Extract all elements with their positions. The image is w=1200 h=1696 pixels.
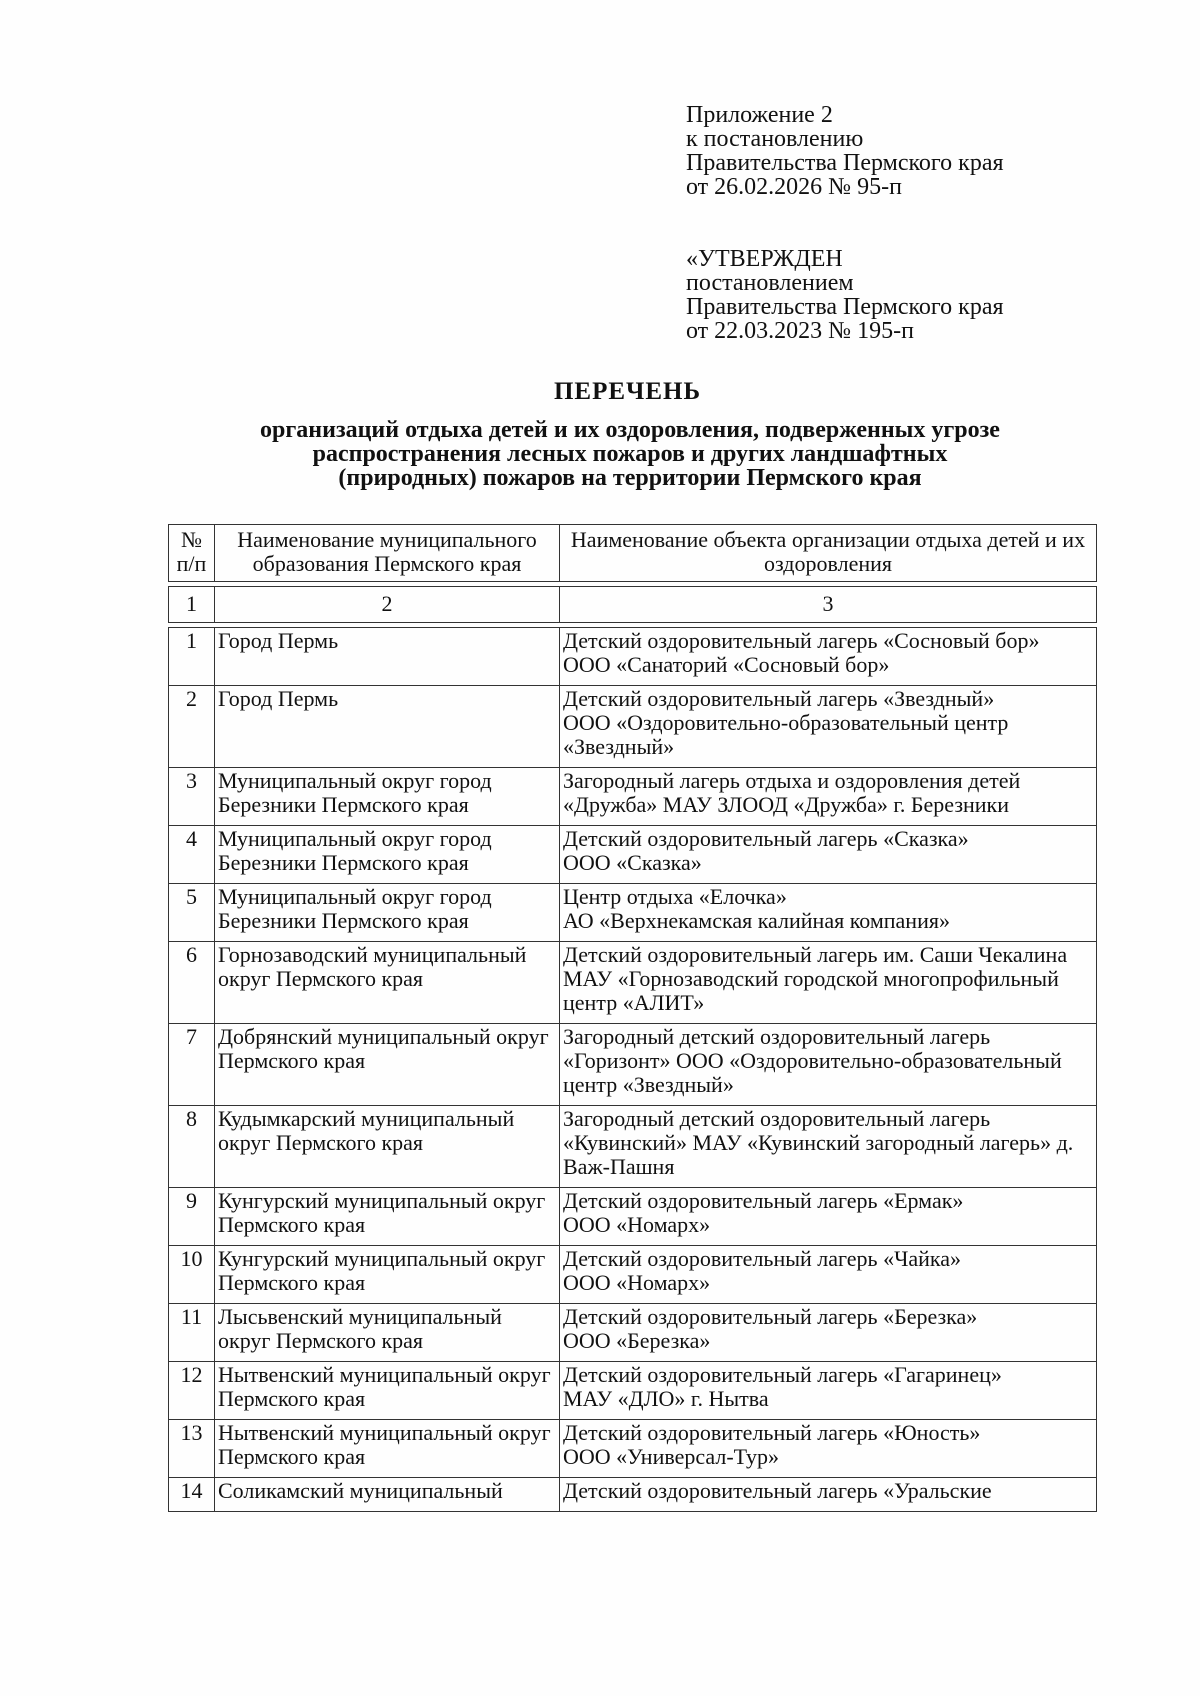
- subtitle-line: организаций отдыха детей и их оздоровления, подверженных угрозе: [260, 417, 1000, 443]
- row-number: 7: [169, 1024, 215, 1106]
- row-object: [560, 1420, 1097, 1478]
- header-municipality: Наименование муниципального образования Пермского края: [215, 525, 560, 582]
- row-number: 1: [169, 628, 215, 686]
- column-number: 3: [560, 587, 1097, 623]
- row-number: 9: [169, 1188, 215, 1246]
- object-line: Детский оздоровительный лагерь «Уральские: [563, 1478, 992, 1503]
- table-row: [169, 1188, 1097, 1246]
- row-number: 13: [169, 1420, 215, 1478]
- column-number-row: [169, 587, 1097, 623]
- table-row: [169, 1420, 1097, 1478]
- object-line: Центр отдыха «Елочка»: [563, 884, 787, 909]
- row-object: [560, 1024, 1097, 1106]
- object-line: ООО «Номарх»: [563, 1212, 711, 1237]
- approved-line: от 22.03.2023 № 195-п: [686, 318, 914, 344]
- object-line: Загородный лагерь отдыха и оздоровления детей «Дружба» МАУ ЗЛООД «Дружба» г. Березники: [563, 768, 1021, 817]
- table-row: [169, 628, 1097, 686]
- row-object: [560, 826, 1097, 884]
- appendix-line: Приложение 2: [686, 102, 833, 128]
- row-municipality: Город Пермь: [215, 628, 560, 686]
- object-line: ООО «Санаторий «Сосновый бор»: [563, 652, 890, 677]
- object-line: Детский оздоровительный лагерь «Ермак»: [563, 1188, 964, 1213]
- row-object: [560, 1478, 1097, 1512]
- row-number: 4: [169, 826, 215, 884]
- object-line: АО «Верхнекамская калийная компания»: [563, 908, 950, 933]
- table-body: [169, 582, 1097, 1512]
- appendix-line: к постановлению: [686, 126, 864, 152]
- row-municipality: Лысьвенский муниципальный округ Пермского края: [215, 1304, 560, 1362]
- object-line: Загородный детский оздоровительный лагерь «Кувинский» МАУ «Кувинский загородный лагерь» д. Важ-Пашня: [563, 1106, 1074, 1179]
- row-object: [560, 942, 1097, 1024]
- row-number: 10: [169, 1246, 215, 1304]
- object-line: ООО «Березка»: [563, 1328, 711, 1353]
- row-municipality: Кудымкарский муниципальный округ Пермского края: [215, 1106, 560, 1188]
- table-row: [169, 884, 1097, 942]
- row-object: [560, 686, 1097, 768]
- row-number: 6: [169, 942, 215, 1024]
- object-line: ООО «Оздоровительно-образовательный центр «Звездный»: [563, 710, 1009, 759]
- row-object: [560, 768, 1097, 826]
- object-line: Детский оздоровительный лагерь «Звездный»: [563, 686, 995, 711]
- object-line: Детский оздоровительный лагерь «Чайка»: [563, 1246, 962, 1271]
- row-object: [560, 1362, 1097, 1420]
- row-number: 3: [169, 768, 215, 826]
- object-line: Детский оздоровительный лагерь им. Саши Чекалина МАУ «Горнозаводский городской многопрофильный центр «АЛИТ»: [563, 942, 1068, 1015]
- table-row: [169, 1106, 1097, 1188]
- row-municipality: Горнозаводский муниципальный округ Пермского края: [215, 942, 560, 1024]
- subtitle-line: распространения лесных пожаров и других ландшафтных: [312, 441, 948, 467]
- appendix-line: от 26.02.2026 № 95-п: [686, 174, 902, 200]
- row-object: [560, 884, 1097, 942]
- approved-header: [686, 247, 1004, 343]
- row-municipality: Муниципальный округ город Березники Пермского края: [215, 768, 560, 826]
- approved-line: постановлением: [686, 270, 854, 296]
- table-row: [169, 1024, 1097, 1106]
- table-row: [169, 686, 1097, 768]
- document-subtitle: [150, 418, 1110, 490]
- row-municipality: Кунгурский муниципальный округ Пермского края: [215, 1246, 560, 1304]
- header-number: № п/п: [169, 525, 215, 582]
- row-object: [560, 1246, 1097, 1304]
- row-municipality: Добрянский муниципальный округ Пермского края: [215, 1024, 560, 1106]
- row-object: [560, 1304, 1097, 1362]
- row-number: 5: [169, 884, 215, 942]
- row-number: 11: [169, 1304, 215, 1362]
- row-municipality: Муниципальный округ город Березники Пермского края: [215, 884, 560, 942]
- document-title: ПЕРЕЧЕНЬ: [553, 378, 702, 405]
- object-line: ООО «Универсал-Тур»: [563, 1444, 780, 1469]
- appendix-header: [686, 103, 1004, 199]
- organizations-table: [168, 524, 1097, 1512]
- table-row: [169, 942, 1097, 1024]
- subtitle-line: (природных) пожаров на территории Пермского края: [338, 465, 922, 491]
- appendix-line: Правительства Пермского края: [686, 150, 1004, 176]
- approved-line: «УТВЕРЖДЕН: [686, 246, 843, 272]
- column-number: 1: [169, 587, 215, 623]
- object-line: Детский оздоровительный лагерь «Сказка»: [563, 826, 969, 851]
- object-line: Детский оздоровительный лагерь «Березка»: [563, 1304, 978, 1329]
- object-line: Детский оздоровительный лагерь «Сосновый бор»: [563, 628, 1040, 653]
- row-number: 8: [169, 1106, 215, 1188]
- row-municipality: Соликамский муниципальный: [215, 1478, 560, 1512]
- object-line: МАУ «ДЛО» г. Нытва: [563, 1386, 769, 1411]
- row-municipality: Нытвенский муниципальный округ Пермского края: [215, 1362, 560, 1420]
- row-municipality: Кунгурский муниципальный округ Пермского края: [215, 1188, 560, 1246]
- object-line: ООО «Сказка»: [563, 850, 702, 875]
- row-number: 14: [169, 1478, 215, 1512]
- table-row: [169, 768, 1097, 826]
- row-number: 12: [169, 1362, 215, 1420]
- row-object: [560, 628, 1097, 686]
- header-object: Наименование объекта организации отдыха детей и их оздоровления: [560, 525, 1097, 582]
- row-object: [560, 1106, 1097, 1188]
- object-line: ООО «Номарх»: [563, 1270, 711, 1295]
- table-header-row: [169, 525, 1097, 582]
- row-number: 2: [169, 686, 215, 768]
- row-municipality: Нытвенский муниципальный округ Пермского края: [215, 1420, 560, 1478]
- row-object: [560, 1188, 1097, 1246]
- object-line: Детский оздоровительный лагерь «Гагаринец»: [563, 1362, 1002, 1387]
- object-line: Детский оздоровительный лагерь «Юность»: [563, 1420, 981, 1445]
- table-row: [169, 1246, 1097, 1304]
- table-row: [169, 1304, 1097, 1362]
- approved-line: Правительства Пермского края: [686, 294, 1004, 320]
- table-row: [169, 1362, 1097, 1420]
- row-municipality: Муниципальный округ город Березники Пермского края: [215, 826, 560, 884]
- column-number: 2: [215, 587, 560, 623]
- row-municipality: Город Пермь: [215, 686, 560, 768]
- table-row: [169, 1478, 1097, 1512]
- object-line: Загородный детский оздоровительный лагерь «Горизонт» ООО «Оздоровительно-образовательный центр «Звездный»: [563, 1024, 1062, 1097]
- table-row: [169, 826, 1097, 884]
